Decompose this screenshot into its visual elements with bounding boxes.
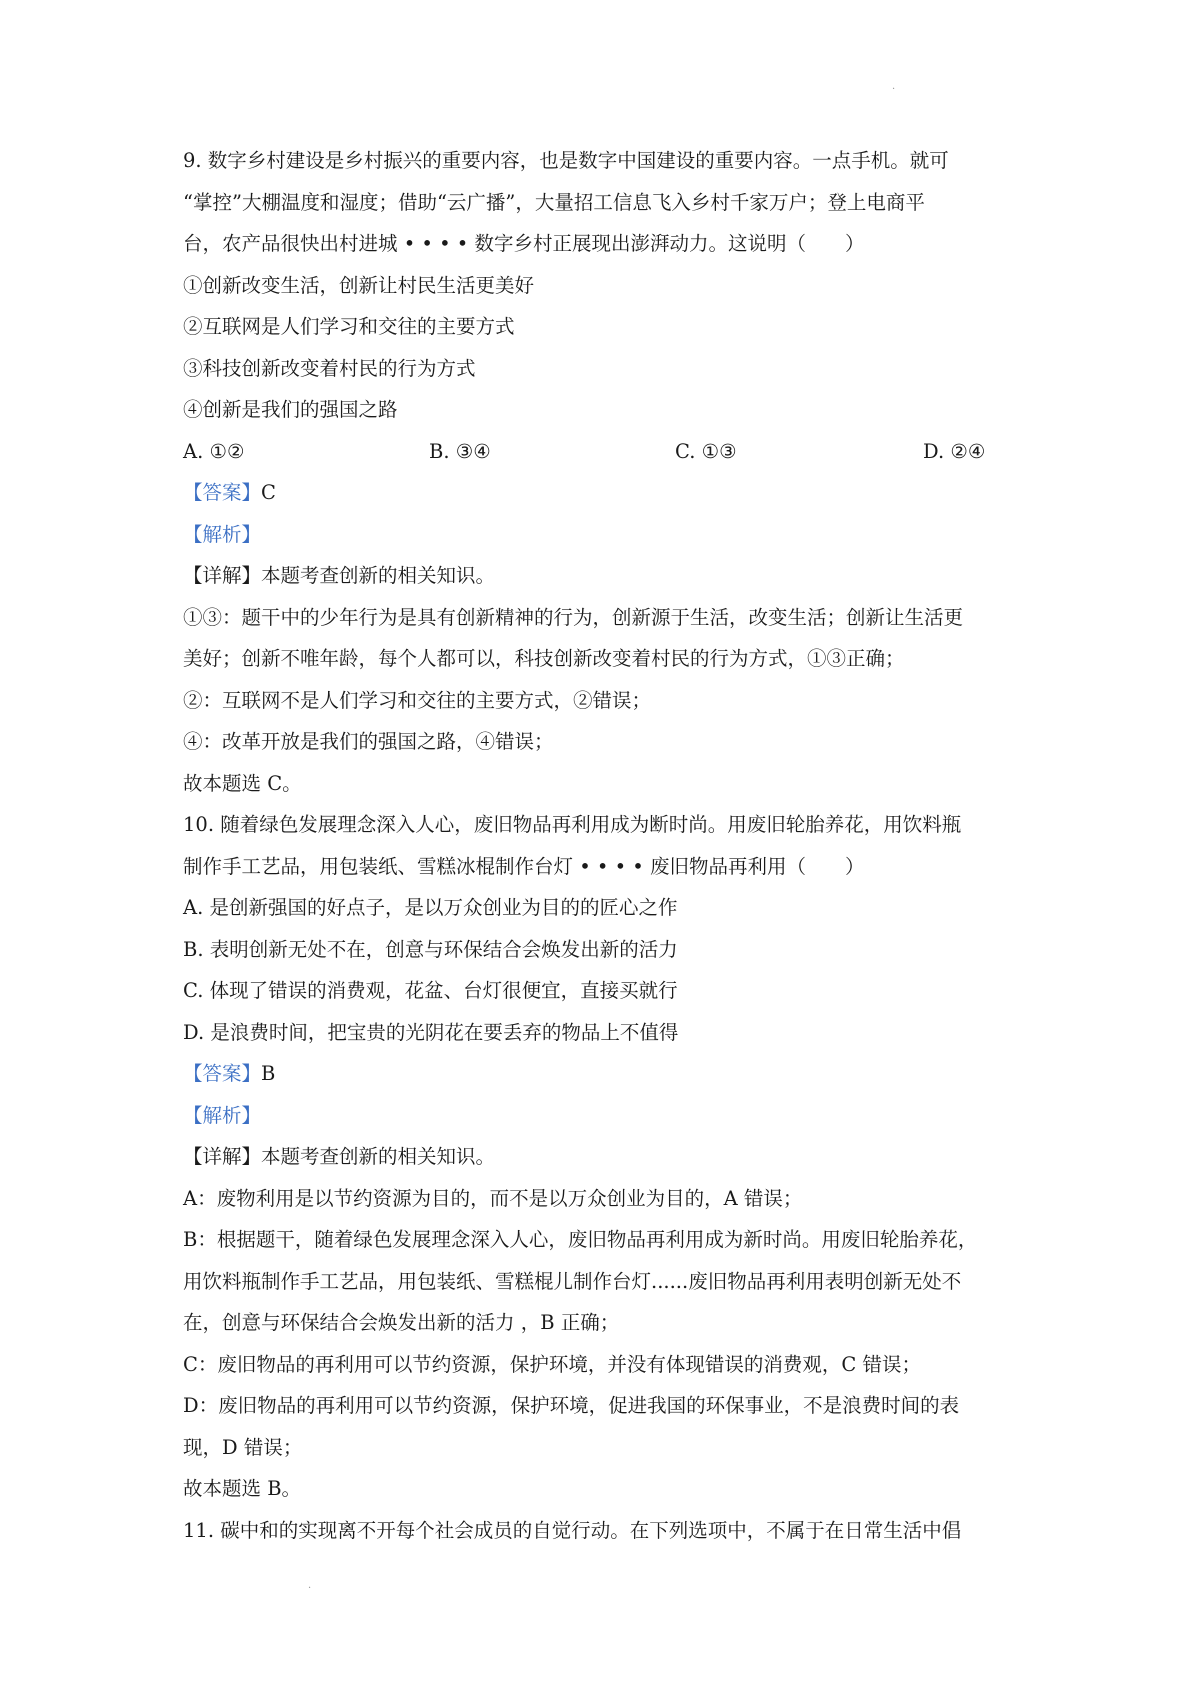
question-10	[183, 804, 1033, 1510]
answer-tag: 【答案】	[183, 481, 262, 504]
scan-dot: ·	[308, 1583, 312, 1594]
analysis-tag: 【解析】	[183, 1103, 262, 1127]
statement-3: ③科技创新改变着村民的行为方式	[183, 356, 476, 380]
detail-line: A：废物利用是以节约资源为目的，而不是以万众创业为目的，A 错误；	[183, 1186, 803, 1210]
answer-tag: 【答案】	[183, 1062, 262, 1085]
scan-dot: ·	[892, 84, 896, 95]
question-stem-line: 制作手工艺品，用包装纸、雪糕冰棍制作台灯 • • • • 废旧物品再利用（ ）	[183, 854, 865, 878]
option-a: A. 是创新强国的好点子，是以万众创业为目的的匠心之作	[183, 896, 678, 919]
question-11	[183, 1510, 1033, 1552]
detail-line: 现，D 错误；	[183, 1435, 303, 1459]
detail-line: 故本题选 B。	[183, 1477, 302, 1500]
statement-1: ①创新改变生活，创新让村民生活更美好	[183, 273, 535, 297]
question-stem-line: “掌控”大棚温度和湿度；借助“云广播”，大量招工信息飞入乡村千家万户；登上电商平	[183, 190, 925, 214]
detail-line: 用饮料瓶制作手工艺品，用包装纸、雪糕棍儿制作台灯......废旧物品再利用表明创新无处不	[183, 1269, 962, 1293]
answer-value: B	[261, 1062, 276, 1085]
option-c: C. 体现了错误的消费观，花盆、台灯很便宜，直接买就行	[183, 979, 678, 1002]
detail-line: ④：改革开放是我们的强国之路，④错误；	[183, 730, 554, 753]
option-d: D. 是浪费时间，把宝贵的光阴花在要丢弃的物品上不值得	[183, 1020, 679, 1044]
option-c: C. ①③	[675, 439, 737, 463]
detail-line: D：废旧物品的再利用可以节约资源，保护环境，促进我国的环保事业，不是浪费时间的表	[183, 1394, 960, 1417]
question-stem-line: 台，农产品很快出村进城 • • • • 数字乡村正展现出澎湃动力。这说明（ ）	[183, 232, 865, 255]
detail-line: B：根据题干，随着绿色发展理念深入人心，废旧物品再利用成为新时尚。用废旧轮胎养花，	[183, 1228, 978, 1251]
analysis-tag: 【解析】	[183, 522, 262, 546]
answer-value: C	[261, 481, 276, 504]
detail-line: C：废旧物品的再利用可以节约资源，保护环境，并没有体现错误的消费观，C 错误；	[183, 1352, 922, 1376]
detail-line: 在，创意与环保结合会焕发出新的活力 ，B 正确；	[183, 1311, 620, 1334]
detail-line: ①③：题干中的少年行为是具有创新精神的行为，创新源于生活，改变生活；创新让生活更	[183, 605, 964, 629]
detail-line: 美好；创新不唯年龄，每个人都可以，科技创新改变着村民的行为方式，①③正确；	[183, 647, 905, 670]
statement-4: ④创新是我们的强国之路	[183, 398, 398, 421]
detail-line: 故本题选 C。	[183, 771, 302, 795]
option-b: B. ③④	[429, 439, 491, 463]
option-b: B. 表明创新无处不在，创意与环保结合会焕发出新的活力	[183, 937, 678, 961]
document-page	[183, 140, 1033, 1551]
option-d: D. ②④	[923, 439, 986, 463]
option-a: A. ①②	[183, 439, 245, 463]
answer-line	[183, 472, 1033, 514]
statement-2: ②互联网是人们学习和交往的主要方式	[183, 315, 515, 338]
question-9	[183, 140, 1033, 804]
question-stem-line: 10. 随着绿色发展理念深入人心，废旧物品再利用成为断时尚。用废旧轮胎养花，用饮料瓶	[183, 813, 962, 836]
options-row	[183, 431, 1033, 473]
detail-line: 【详解】本题考查创新的相关知识。	[183, 1145, 496, 1168]
question-stem-line: 9. 数字乡村建设是乡村振兴的重要内容，也是数字中国建设的重要内容。一点手机。就可	[183, 149, 949, 172]
answer-line	[183, 1053, 1033, 1095]
detail-line: ②：互联网不是人们学习和交往的主要方式，②错误；	[183, 688, 652, 712]
question-stem-line: 11. 碳中和的实现离不开每个社会成员的自觉行动。在下列选项中，不属于在日常生活中倡	[183, 1518, 962, 1542]
detail-line: 【详解】本题考查创新的相关知识。	[183, 564, 496, 587]
